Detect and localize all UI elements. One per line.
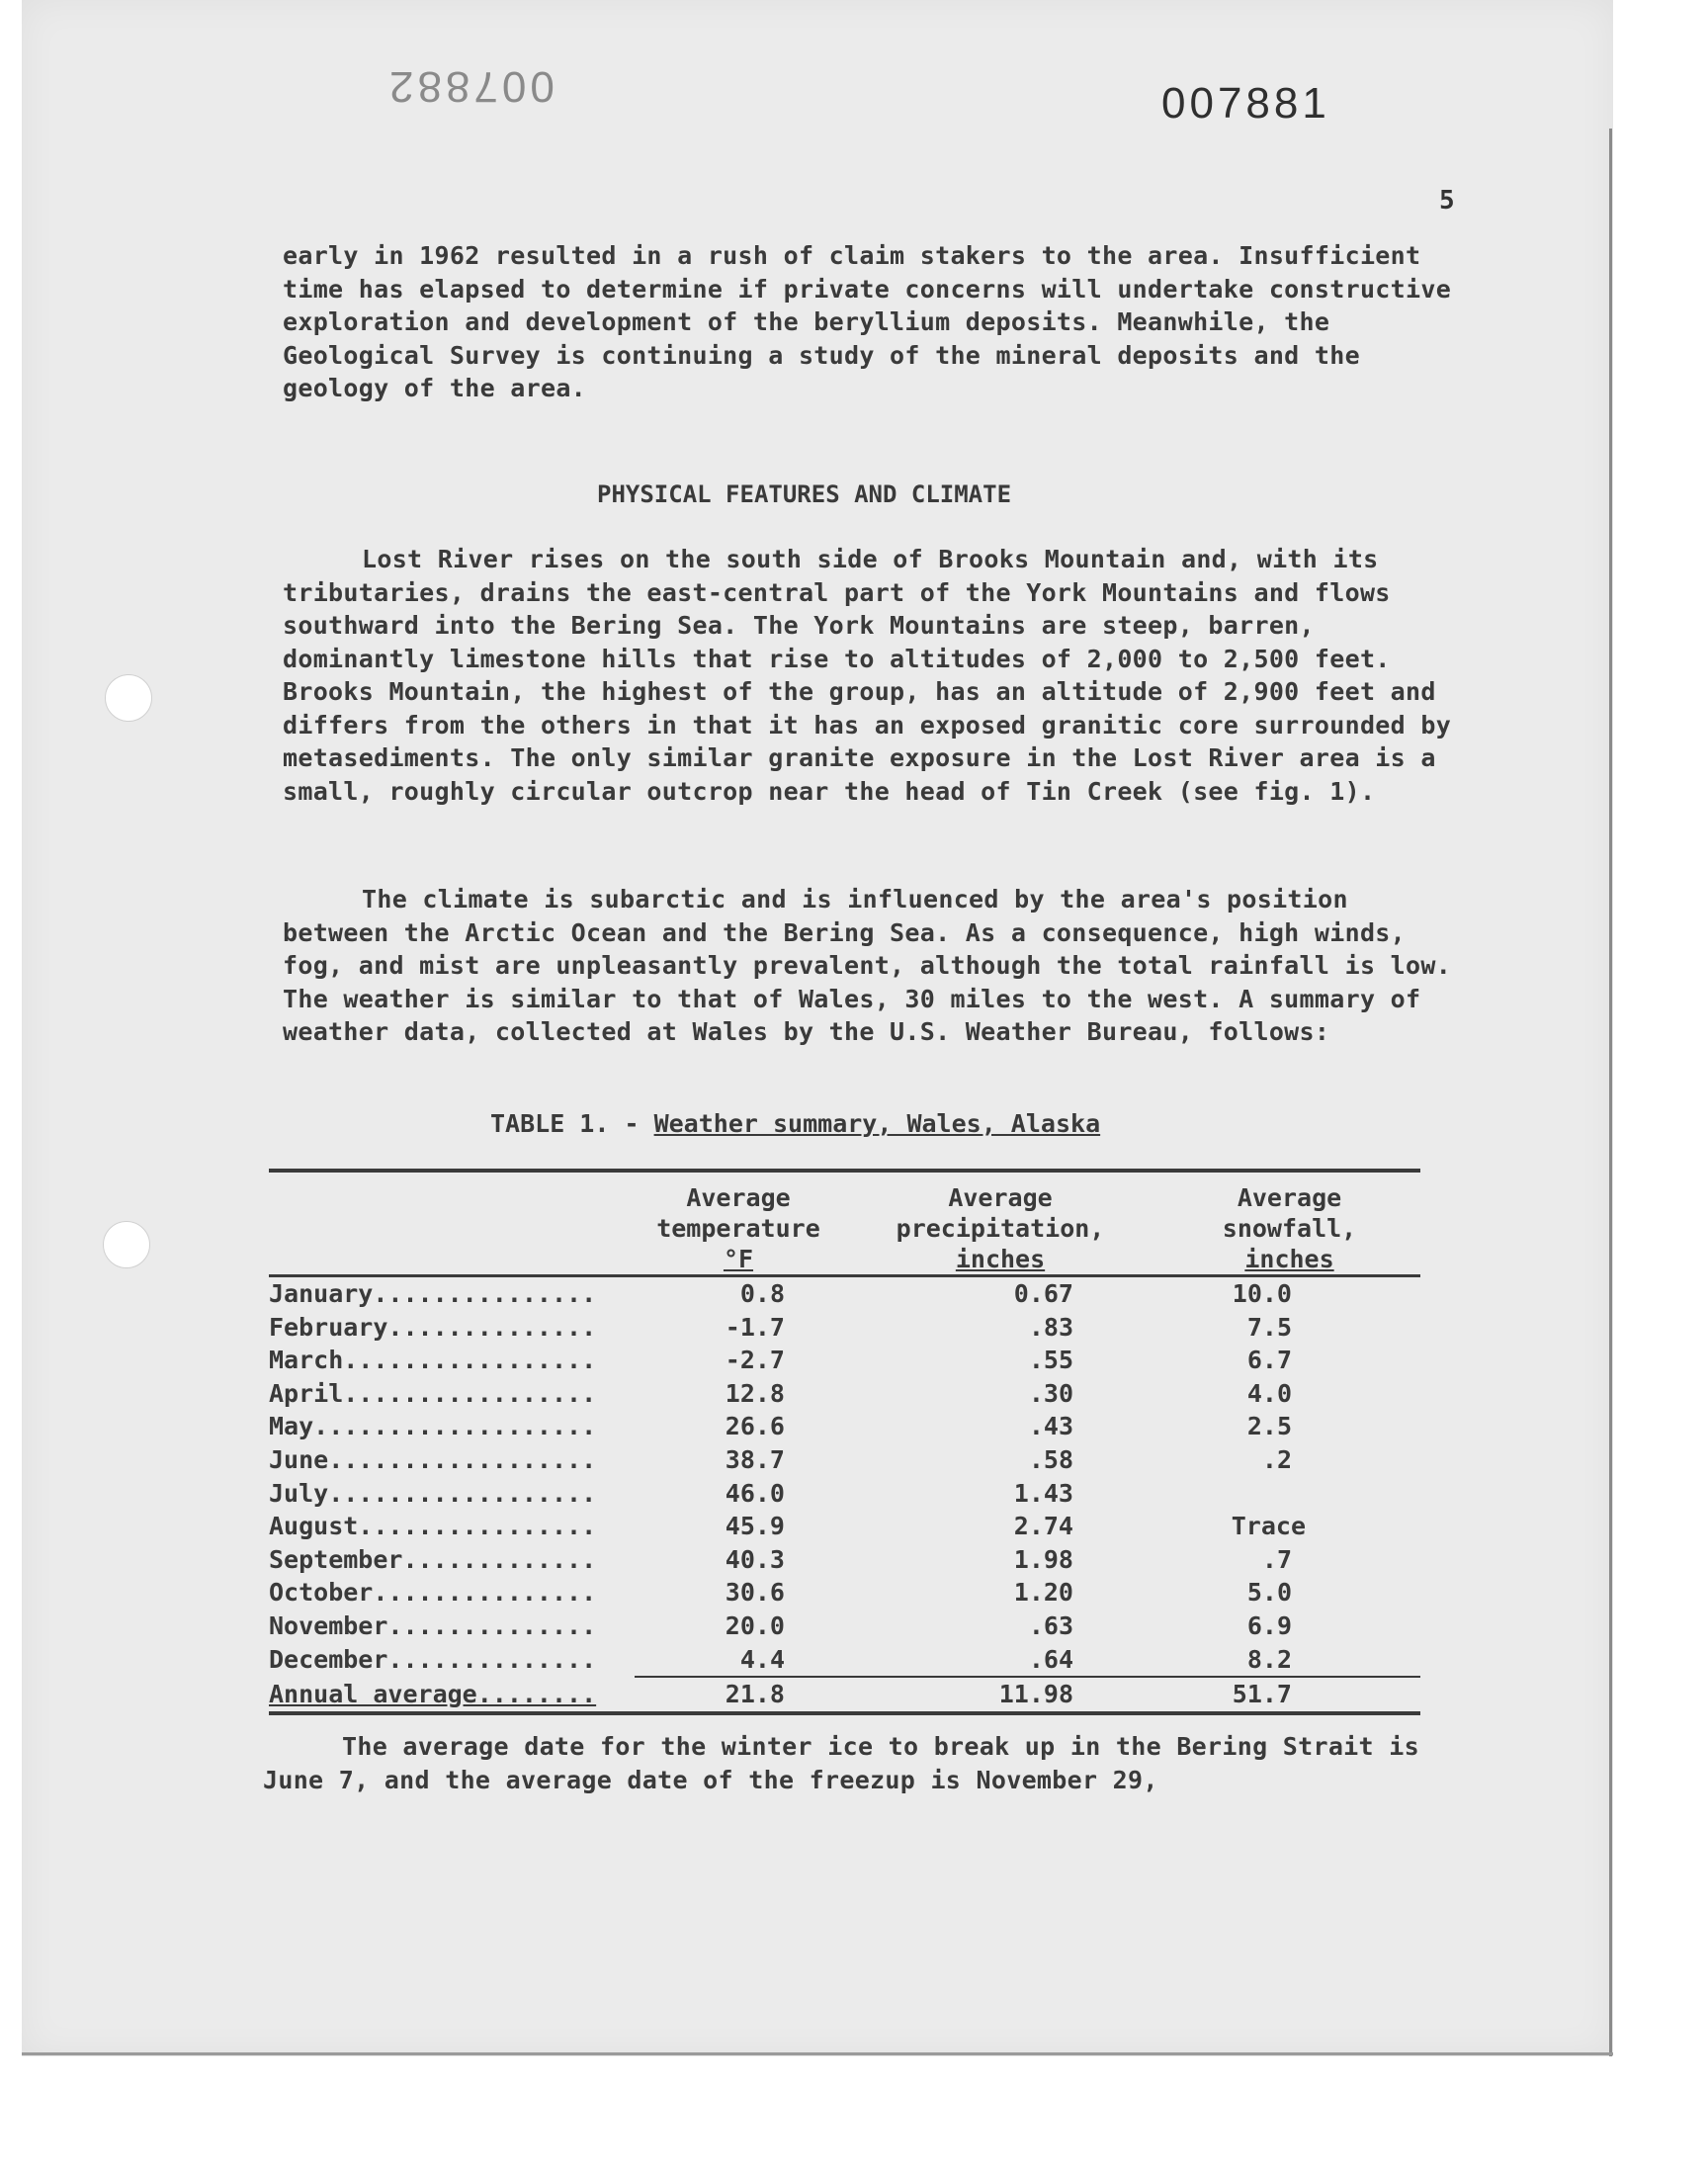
section-heading: PHYSICAL FEATURES AND CLIMATE [597,480,1012,508]
table-row [269,1443,1420,1477]
page-number: 5 [1439,186,1455,216]
temperature-cell: 12.8 [725,1378,785,1408]
table-row [269,1377,1420,1411]
precipitation-cell: 2.74 [1013,1512,1073,1541]
month-cell: October............... [269,1578,597,1608]
snowfall-cell [1158,1477,1420,1511]
snowfall-cell: 6.9 [1246,1610,1292,1640]
table-title-text: Weather summary, Wales, Alaska [653,1109,1101,1138]
month-cell: July.................. [269,1478,597,1508]
month-cell: February.............. [269,1312,597,1342]
snowfall-cell: 7.5 [1246,1312,1292,1342]
punch-hole-top [105,674,152,722]
annual-average-row [269,1677,1420,1713]
snowfall-cell: 10.0 [1232,1279,1292,1308]
temperature-cell: 20.0 [725,1610,785,1640]
snowfall-cell: .7 [1261,1544,1292,1574]
precipitation-cell: 1.43 [1013,1478,1073,1508]
month-cell: September............. [269,1544,597,1574]
table-row [269,1477,1420,1511]
table-row [269,1610,1420,1643]
snowfall-cell: .2 [1261,1444,1292,1474]
temperature-cell: 45.9 [725,1512,785,1541]
precipitation-cell: .58 [1028,1444,1073,1474]
temperature-cell: 0.8 [739,1279,785,1308]
month-cell: April................. [269,1378,597,1408]
table-row [269,1576,1420,1610]
mirrored-stamp-number: 007882 [385,62,555,111]
temperature-cell: 4.4 [635,1643,842,1678]
snowfall-cell: Trace [1231,1512,1306,1541]
precipitation-cell: .63 [1028,1610,1073,1640]
month-cell: November.............. [269,1610,597,1640]
table-row [269,1410,1420,1443]
climate-paragraph: The climate is subarctic and is influenced by the area's position between the Arctic Ocean and the Bering Sea. As a consequence, high winds, fog, and mist are unpleasantly prevalent, although the total rainfall is low. The weather is similar to that of Wales, 30 miles to the west. A summary of weather data, collected at Wales by the U.S. Weather Bureau, follows: [283,885,1452,1046]
table-title-prefix: TABLE 1. - [490,1109,640,1138]
annual-temperature-cell: 21.8 [635,1677,842,1713]
header-snowfall: Average snowfall, inches [1222,1183,1357,1273]
annual-snowfall-cell: 51.7 [1158,1677,1420,1713]
table-row [269,1510,1420,1543]
snowfall-cell: 4.0 [1246,1378,1292,1408]
table-header-row [269,1171,1420,1276]
table-row [269,1276,1420,1311]
precipitation-cell: .30 [1028,1378,1073,1408]
page-edge-right [1609,129,1612,2056]
temperature-cell: -2.7 [725,1346,785,1375]
weather-table [269,1169,1420,1715]
month-cell: May................... [269,1412,597,1441]
punch-hole-bottom [103,1221,150,1268]
table-row [269,1311,1420,1345]
snowfall-cell: 2.5 [1246,1412,1292,1441]
precipitation-cell: 1.98 [1013,1544,1073,1574]
precipitation-cell: .43 [1028,1412,1073,1441]
temperature-cell: 30.6 [725,1578,785,1608]
annual-average-label: Annual average........ [269,1677,635,1713]
closing-paragraph: The average date for the winter ice to break up in the Bering Strait is June 7, and the average date of the freezup is November 29, [263,1732,1419,1794]
header-temperature: Average temperature °F [656,1183,820,1273]
snowfall-cell: 6.7 [1246,1346,1292,1375]
temperature-cell: 26.6 [725,1412,785,1441]
snowfall-cell: 5.0 [1246,1578,1292,1608]
annual-precipitation-cell: 11.98 [842,1677,1158,1713]
month-cell: December.............. [269,1645,597,1675]
month-cell: January............... [269,1279,597,1308]
precipitation-cell: 0.67 [1013,1279,1073,1308]
precipitation-cell: .83 [1028,1312,1073,1342]
precipitation-cell: 1.20 [1013,1578,1073,1608]
temperature-cell: 38.7 [725,1444,785,1474]
precipitation-cell: .55 [1028,1346,1073,1375]
temperature-cell: -1.7 [725,1312,785,1342]
table-row [269,1543,1420,1577]
intro-paragraph: early in 1962 resulted in a rush of claim stakers to the area. Insufficient time has elapsed to determine if private concerns will undertake constructive exploration and development of the beryllium deposits. Meanwhile, the Geological Survey is continuing a study of the mineral deposits and the geology of the area. [283,241,1452,402]
snowfall-cell: 8.2 [1158,1643,1420,1678]
table-title [490,1109,1100,1138]
header-precipitation: Average precipitation, inches [896,1183,1105,1273]
temperature-cell: 40.3 [725,1544,785,1574]
page-edge-bottom [22,2052,1613,2055]
month-cell: June.................. [269,1444,597,1474]
features-paragraph: Lost River rises on the south side of Brooks Mountain and, with its tributaries, drains the east-central part of the York Mountains and flows southward into the Bering Sea. The York Mountains are steep, barren, dominantly limestone hills that rise to altitudes of 2,000 to 2,500 feet. Brooks Mountain, the highest of the group, has an altitude of 2,900 feet and differs from the others in that it has an exposed granitic core surrounded by metasediments. The only similar granite exposure in the Lost River area is a small, roughly circular outcrop near the head of Tin Creek (see fig. 1). [283,545,1452,806]
temperature-cell: 46.0 [725,1478,785,1508]
header-month [269,1171,635,1276]
month-cell: August................ [269,1512,597,1541]
precipitation-cell: .64 [842,1643,1158,1678]
stamp-number: 007881 [1161,79,1330,128]
month-cell: March................. [269,1346,597,1375]
table-row [269,1344,1420,1377]
table-row [269,1643,1420,1678]
